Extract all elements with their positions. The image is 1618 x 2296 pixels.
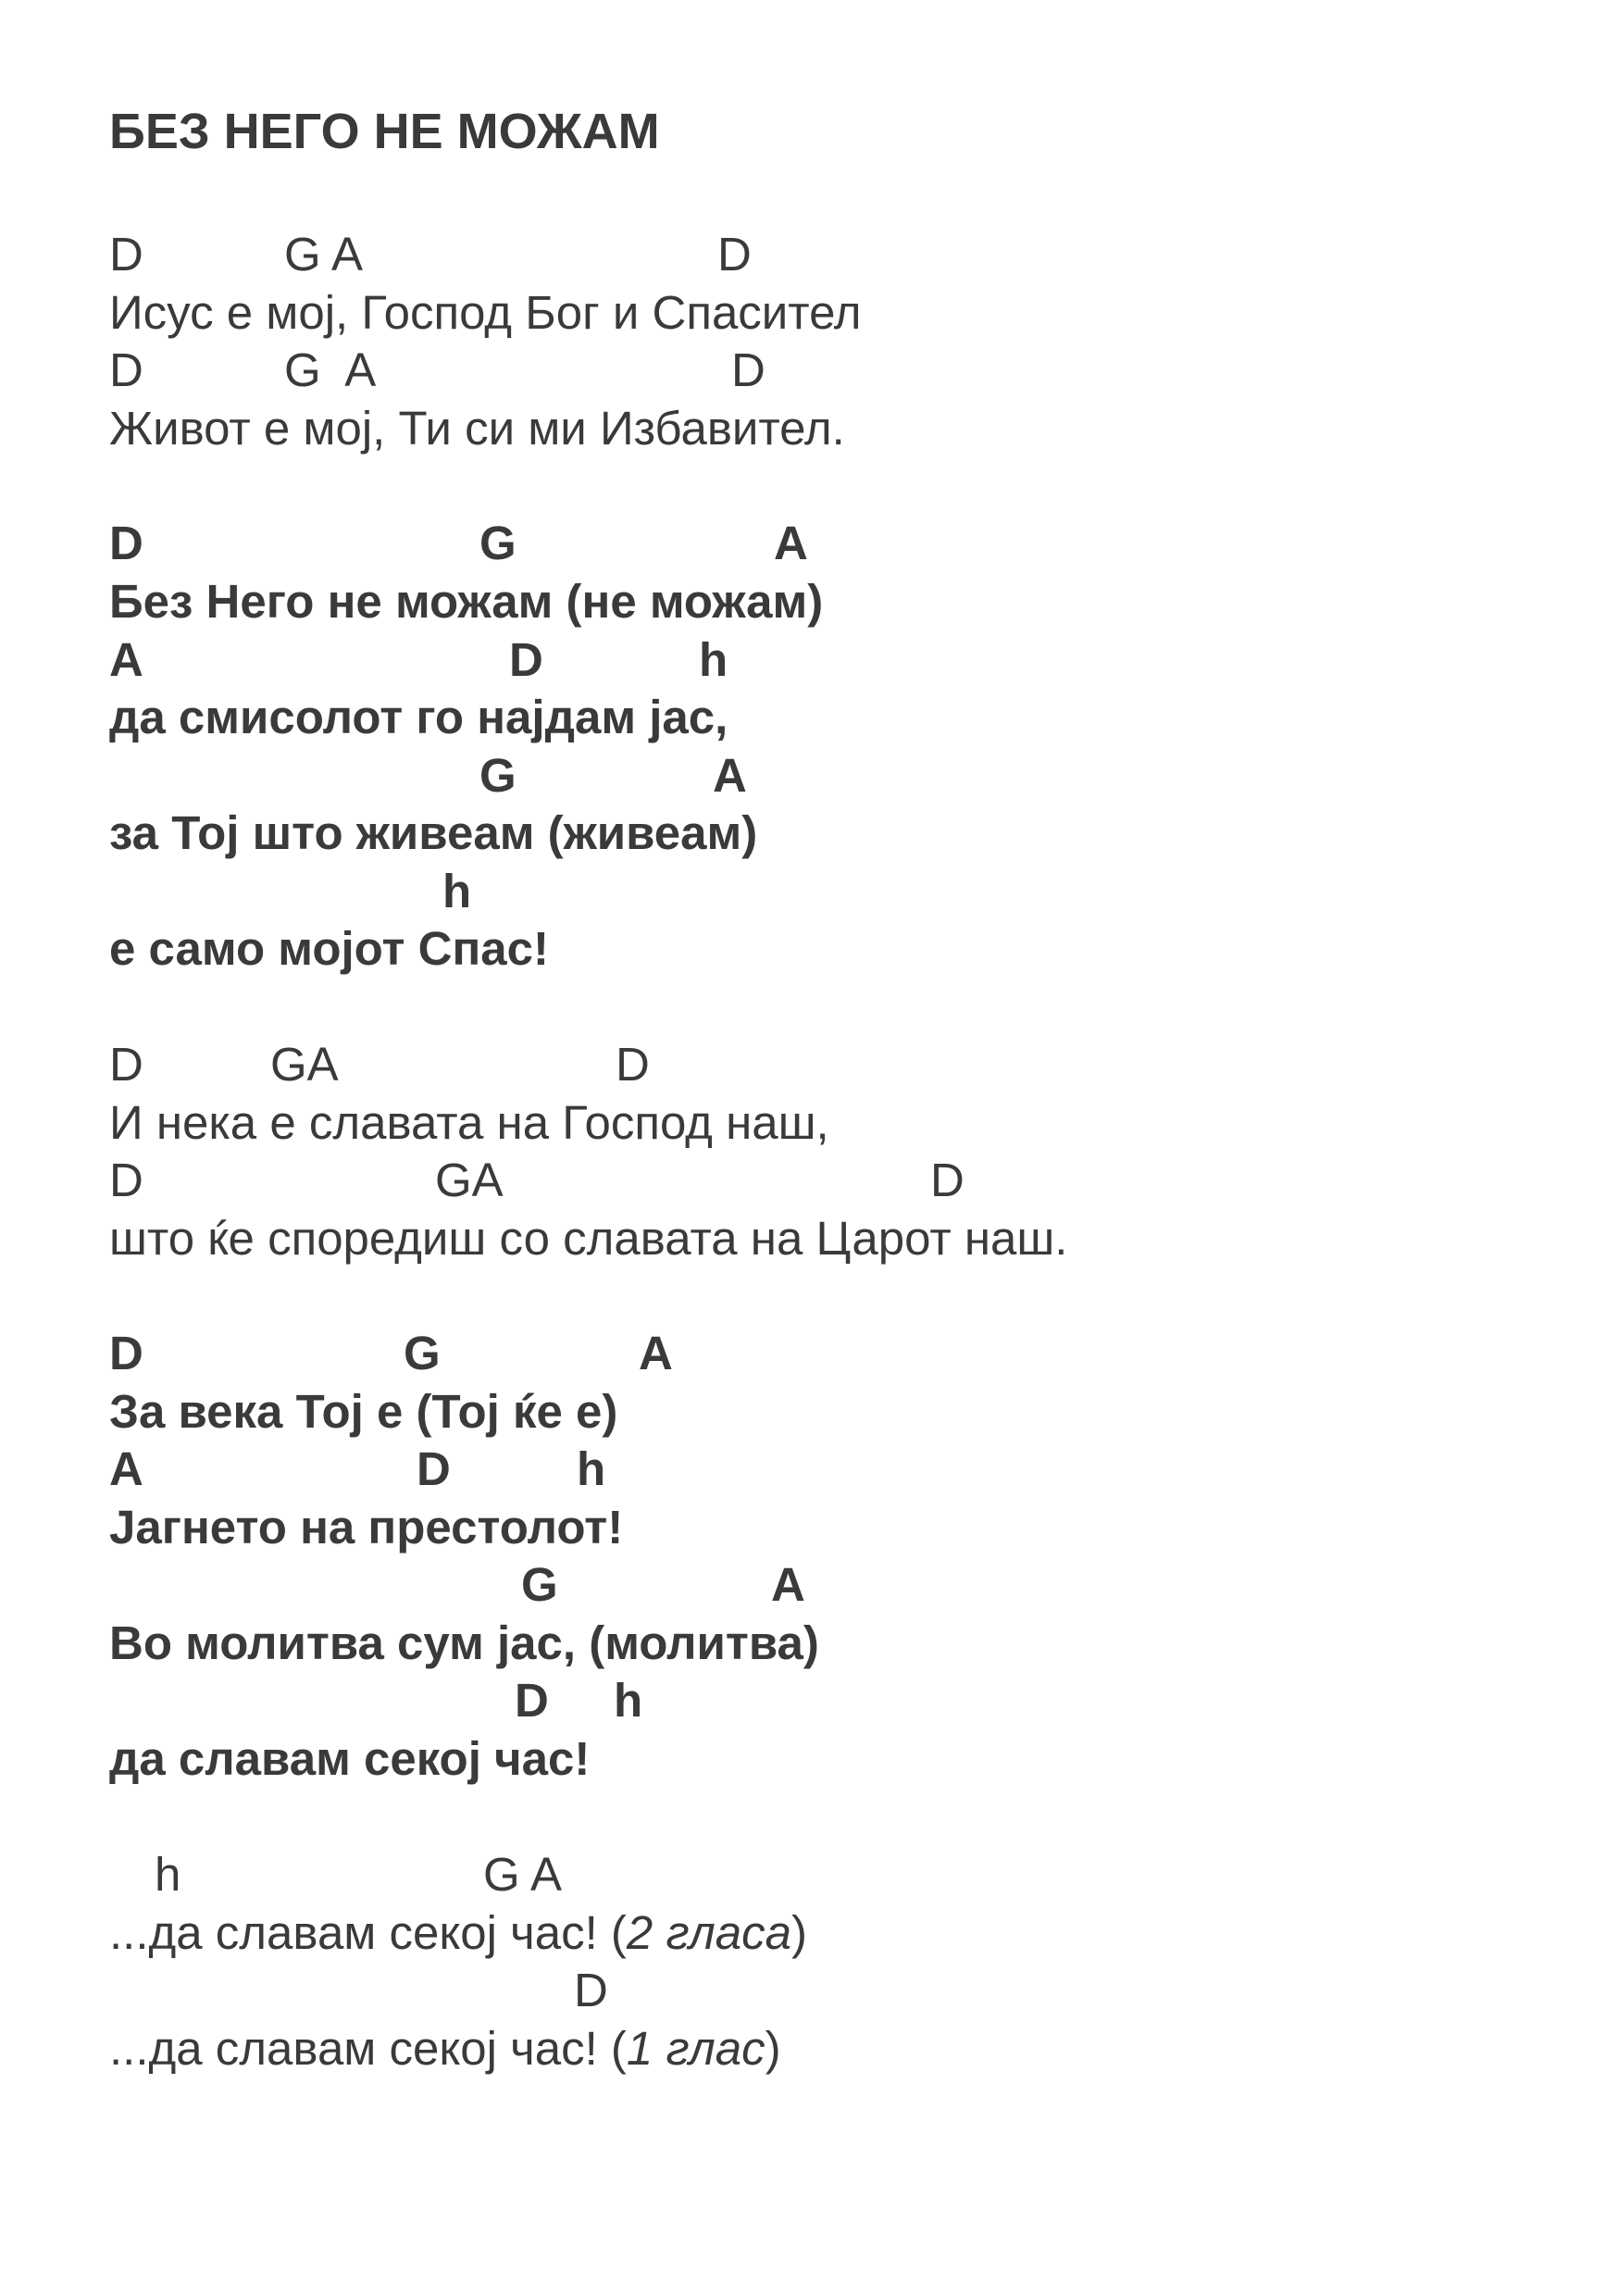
chord: A <box>109 633 143 686</box>
chord: D <box>731 343 765 396</box>
lyric-line: И нека е славата на Господ наш, <box>109 1096 829 1149</box>
chord: D <box>574 1964 608 2016</box>
lyric-line: за Тој што живеам (живеам) <box>109 806 758 859</box>
chord: D <box>417 1442 451 1495</box>
chord: D <box>109 228 143 281</box>
chord-line <box>0 1153 1618 1208</box>
chord: h <box>614 1674 643 1727</box>
chord: h <box>442 865 472 917</box>
chord: A <box>109 1442 143 1495</box>
chord-line <box>0 1326 1618 1381</box>
chord: D <box>616 1038 650 1091</box>
lyric-line: што ќе споредиш со славата на Царот наш. <box>109 1212 1068 1265</box>
chord: D <box>109 517 143 569</box>
lyric-line: За века Тој е (Тој ќе е) <box>109 1385 618 1438</box>
chord-line <box>0 1963 1618 2018</box>
chord-line <box>0 1847 1618 1903</box>
chord: D <box>109 1327 143 1379</box>
chord: D <box>717 228 752 281</box>
chord: D <box>509 633 543 686</box>
chord-line <box>0 864 1618 919</box>
chord: G A <box>483 1848 563 1901</box>
chord: G A <box>284 343 377 396</box>
chord: D <box>109 1038 143 1091</box>
chord: D <box>109 1154 143 1206</box>
chord: A <box>771 1558 805 1611</box>
chord: h <box>699 633 728 686</box>
chord-line <box>0 748 1618 804</box>
lyric-line: Јагнето на престолот! <box>109 1501 624 1554</box>
lyric-line <box>109 2021 781 2077</box>
chord-line <box>0 1037 1618 1092</box>
chord: G <box>521 1558 558 1611</box>
chord-line <box>0 516 1618 571</box>
chord-line <box>0 343 1618 398</box>
chord: A <box>639 1327 673 1379</box>
lyric-line: е само мојот Спас! <box>109 922 550 975</box>
chord: GA <box>435 1154 504 1206</box>
chord: D <box>109 343 143 396</box>
lyric-text: ...да славам секој час! ( <box>109 1906 627 1959</box>
chord: G <box>479 517 517 569</box>
voice-note: 1 глас <box>626 2022 765 2075</box>
lyric-text: ) <box>765 2022 781 2075</box>
lyric-text: ...да славам секој час! ( <box>109 2022 627 2075</box>
chord-line <box>0 227 1618 282</box>
chord-line <box>0 632 1618 688</box>
chord: h <box>577 1442 606 1495</box>
chord-line <box>0 1557 1618 1613</box>
chord: D <box>515 1674 549 1727</box>
chord: G A <box>284 228 364 281</box>
chord: A <box>713 749 747 802</box>
chord: G <box>479 749 517 802</box>
lyric-line: да смисолот го најдам јас, <box>109 691 728 743</box>
lyric-line <box>109 1905 807 1961</box>
lyric-line: Исус е мој, Господ Бог и Спасител <box>109 286 862 339</box>
lyric-line: да славам секој час! <box>109 1732 591 1785</box>
chord-line <box>0 1441 1618 1497</box>
chord: D <box>930 1154 965 1206</box>
lyric-text: ) <box>791 1906 808 1959</box>
chord: h <box>155 1848 181 1901</box>
lyric-line: Без Него не можам (не можам) <box>109 575 824 628</box>
chord-line <box>0 1673 1618 1728</box>
lyric-line: Во молитва сум јас, (молитва) <box>109 1616 819 1669</box>
song-title: БЕЗ НЕГО НЕ МОЖАМ <box>109 104 660 159</box>
lyric-line: Живот е мој, Ти си ми Избавител. <box>109 402 845 455</box>
voice-note: 2 гласа <box>626 1906 792 1959</box>
chord: GA <box>270 1038 339 1091</box>
chord: A <box>774 517 808 569</box>
chord: G <box>404 1327 441 1379</box>
